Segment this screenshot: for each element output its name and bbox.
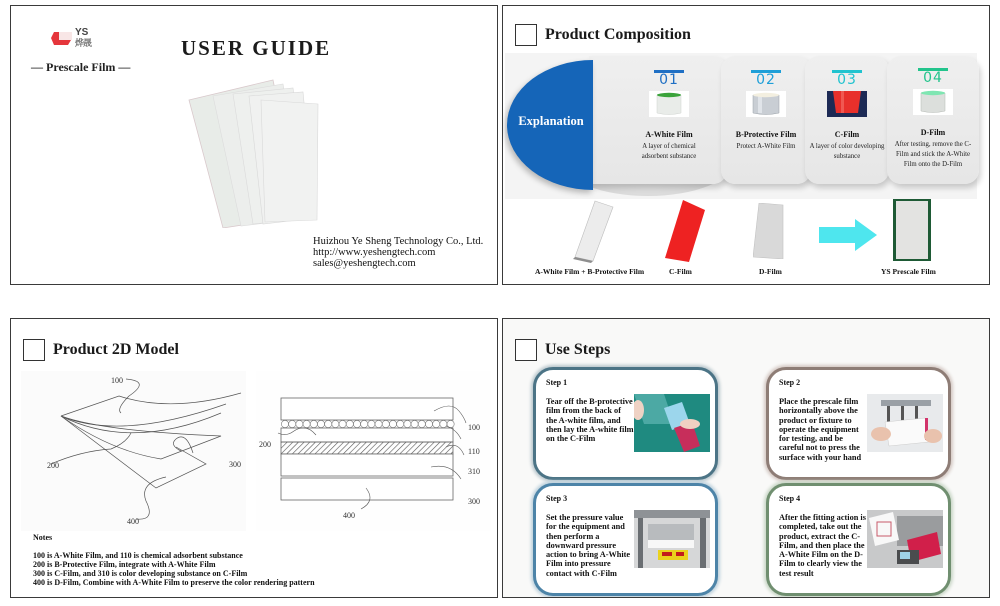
explanation-label: Explanation: [518, 114, 584, 128]
composition-panel: [502, 5, 990, 285]
arrow-right-icon: [819, 219, 879, 251]
card-content-1: [629, 70, 709, 200]
section-header: [515, 24, 691, 46]
label-300: 300: [229, 460, 241, 469]
cover-panel: [10, 5, 498, 285]
step-text: Set the pressure value for the equipment and then perform a downward pressure action to bring A-White Film into pressure contact with C-Film: [546, 513, 631, 578]
logo-text-en: YS: [75, 27, 89, 38]
company-email-link[interactable]: sales@yeshengtech.com: [313, 258, 416, 269]
step-3-photo: [634, 510, 710, 568]
company-logo: [51, 28, 111, 58]
steps-panel: [502, 318, 990, 598]
film-sheets-image: [183, 78, 323, 228]
label-100: 100: [468, 423, 480, 432]
bottom-label-ys: YS Prescale Film: [881, 267, 936, 276]
step-title: Step 1: [546, 378, 568, 387]
step-2-photo: [867, 394, 943, 452]
bottom-label-c: C-Film: [669, 267, 692, 276]
label-300: 300: [468, 497, 480, 506]
section-title: Product 2D Model: [53, 341, 179, 358]
card-content-4: [889, 68, 977, 198]
protective-film-roll-icon: [746, 91, 786, 117]
card-name: D-Film: [920, 128, 946, 137]
company-info: [313, 236, 483, 269]
note-item: 200 is B-Protective Film, integrate with A-White Film: [33, 560, 216, 569]
product-subtitle: — Prescale Film —: [31, 60, 131, 74]
exploded-diagram: [21, 371, 246, 531]
label-100: 100: [111, 376, 123, 385]
exploded-layers-drawing: [21, 371, 246, 531]
step-card-1: [533, 367, 718, 480]
bottom-label-d: D-Film: [759, 267, 782, 276]
card-number: 04: [923, 70, 943, 86]
step-4-photo: [867, 510, 943, 568]
step-text: After the fitting action is completed, take out the product, extract the C-Film, and then place the A-White Film on the D-Film to clearly view the test result: [779, 513, 866, 578]
step-card-4: [766, 483, 951, 596]
d-film-image: [753, 203, 785, 259]
card-desc: Protect A-White Film: [736, 143, 796, 150]
card-name: B-Protective Film: [735, 130, 797, 139]
label-200: 200: [259, 440, 271, 449]
d-film-roll-icon: [913, 89, 953, 115]
step-text: Place the prescale film horizontally above the product or fixture to operate the equipment for testing, and be careful not to press the surface with your hand: [779, 397, 862, 462]
company-name: Huizhou Ye Sheng Technology Co., Ltd.: [313, 236, 484, 247]
card-content-2: [725, 70, 807, 200]
card-number: 02: [756, 72, 776, 88]
card-number: 03: [837, 72, 857, 88]
cross-section-drawing: [256, 371, 491, 531]
step-card-2: [766, 367, 951, 480]
card-desc: After testing, remove the C-Film and stick the A-White Film onto the D-Film: [894, 141, 972, 168]
card-name: C-Film: [834, 130, 860, 139]
note-item: 400 is D-Film, Combine with A-White Film to preserve the color rendering pattern: [33, 578, 315, 587]
section-checkbox[interactable]: [23, 339, 45, 361]
bottom-label-ab: A-White Film + B-Protective Film: [535, 267, 645, 276]
step-title: Step 3: [546, 494, 568, 503]
label-310: 310: [468, 467, 480, 476]
step-title: Step 4: [779, 494, 801, 503]
note-item: 300 is C-Film, and 310 is color developing substance on C-Film: [33, 569, 248, 578]
section-header: [23, 339, 179, 361]
note-item: 100 is A-White Film, and 110 is chemical adsorbent substance: [33, 551, 243, 560]
step-text: Tear off the B-protective film from the back of the A-white film, and then lay the A-white film on the C-Film: [546, 397, 634, 444]
section-checkbox[interactable]: [515, 339, 537, 361]
label-400: 400: [127, 517, 139, 526]
page-title: USER GUIDE: [181, 36, 332, 60]
card-desc: A layer of color developing substance: [809, 143, 885, 160]
notes-title: Notes: [33, 533, 53, 542]
logo-text-cn: 烨晟: [75, 38, 92, 48]
ab-film-image: [573, 199, 615, 263]
card-desc: A layer of chemical adsorbent substance: [641, 143, 697, 160]
film-assembly-row: [503, 199, 990, 285]
logo-mark-icon: [51, 32, 73, 46]
card-content-3: [807, 70, 887, 200]
card-name: A-White Film: [645, 130, 693, 139]
step-card-3: [533, 483, 718, 596]
section-title: Product Composition: [545, 26, 691, 43]
label-400: 400: [343, 511, 355, 520]
section-checkbox[interactable]: [515, 24, 537, 46]
label-200: 200: [47, 461, 59, 470]
prescale-film-image: [893, 199, 931, 261]
c-film-image: [663, 200, 707, 262]
section-title: Use Steps: [545, 341, 611, 358]
section-header: [515, 339, 610, 361]
model-panel: [10, 318, 498, 598]
card-number: 01: [659, 72, 679, 88]
step-1-photo: [634, 394, 710, 452]
notes-section: [33, 533, 315, 587]
c-film-roll-icon: [827, 91, 867, 117]
company-website-link[interactable]: http://www.yeshengtech.com: [313, 247, 436, 258]
label-110: 110: [468, 447, 480, 456]
white-film-roll-icon: [649, 91, 689, 117]
cross-section-diagram: [256, 371, 491, 531]
step-title: Step 2: [779, 378, 801, 387]
